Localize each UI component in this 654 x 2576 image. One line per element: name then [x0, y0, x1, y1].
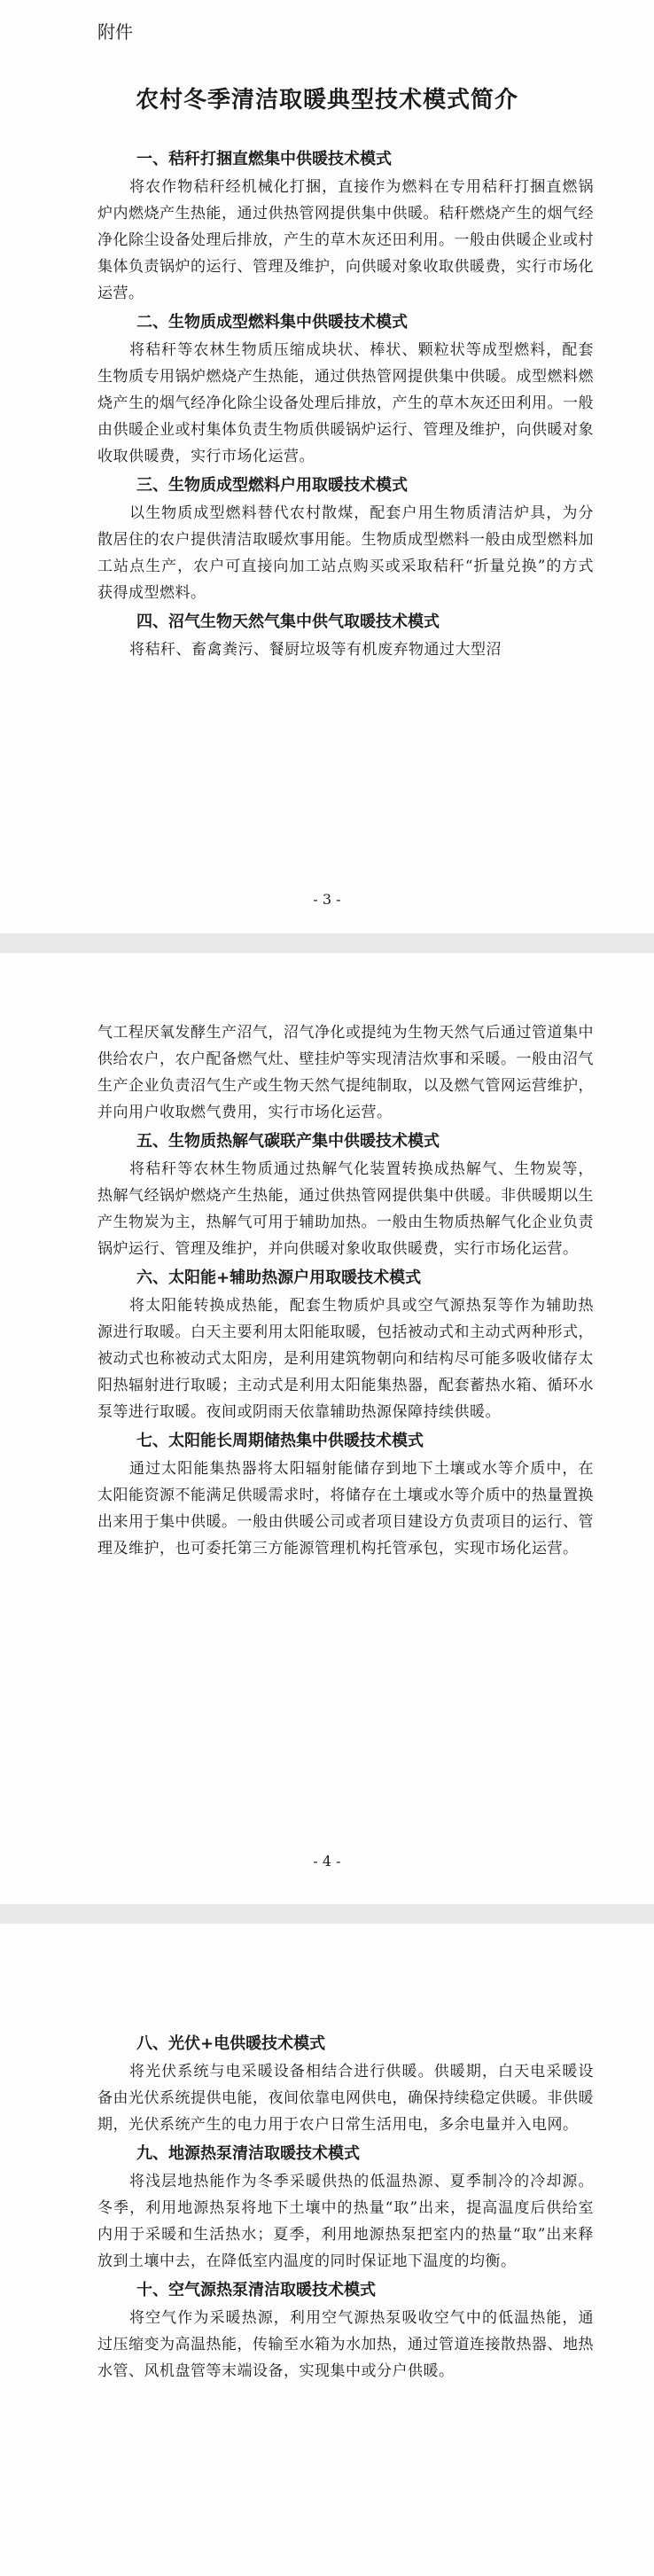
- document-title: 农村冬季清洁取暖典型技术模式简介: [135, 87, 518, 113]
- section-6-text: 将太阳能转换成热能，配套生物质炉具或空气源热泵等作为辅助热源进行取暖。白天主要利用太阳能取暖，包括被动式和主动式两种形式，被动式也称被动式太阳房，是利用建筑物朝向和结构尽可能多吸收储存太阳热辐射进行取暖；主动式是利用太阳能集热器，配套蓄热水箱、循环水泵等进行取暖。夜间或阴雨天依靠辅助热源保障持续供暖。: [97, 1297, 594, 1421]
- attachment-label: 附件: [97, 21, 133, 43]
- section-2-heading: 二、生物质成型燃料集中供暖技术模式: [136, 313, 408, 332]
- section-5-text: 将秸秆等农林生物质通过热解气化装置转换成热解气、生物炭等，热解气经锅炉燃烧产生热能，通过供热管网提供集中供暖。非供暖期以生产生物炭为主，热解气可用于辅助加热。一般由生物质热解气化企业负责锅炉运行、管理及维护，并向供暖对象收取供暖费，实行市场化运营。: [97, 1160, 594, 1258]
- section-10-heading: 十、空气源热泵清洁取暖技术模式: [136, 2281, 376, 2299]
- page-3-body: [97, 144, 594, 663]
- section-4-text-end: 气工程厌氧发酵生产沼气，沼气净化或提纯为生物天然气后通过管道集中供给农户，农户配备燃气灶、壁挂炉等实现清洁炊事和采暖。一般由沼气生产企业负责沼气生产或生物天然气提纯制取，以及燃气管网运营维护，并向用户收取燃气费用，实行市场化运营。: [97, 1024, 594, 1121]
- section-8-text: 将光伏系统与电采暖设备相结合进行供暖。供暖期，白天电采暖设备由光伏系统提供电能，夜间依靠电网供电，确保持续稳定供暖。非供暖期，光伏系统产生的电力用于农户日常生活用电，多余电量并入电网。: [97, 2063, 594, 2134]
- page-number: - 4 -: [313, 1853, 341, 1870]
- page-number: - 3 -: [313, 891, 341, 908]
- section-2-text: 将秸秆等农林生物质压缩成块状、棒状、颗粒状等成型燃料，配套生物质专用锅炉燃烧产生热能，通过供热管网提供集中供暖。成型燃料燃烧产生的烟气经净化除尘设备处理后排放，产生的草木灰还田利用。一般由供暖企业或村集体负责生物质供暖锅炉运行、管理及维护，向供暖对象收取供暖费，实行市场化运营。: [97, 341, 594, 465]
- section-7-heading: 七、太阳能长周期储热集中供暖技术模式: [136, 1432, 424, 1450]
- section-3-heading: 三、生物质成型燃料户用取暖技术模式: [136, 476, 408, 495]
- section-4-text-start: 将秸秆、畜禽粪污、餐厨垃圾等有机废弃物通过大型沼: [129, 641, 502, 659]
- section-5-heading: 五、生物质热解气碳联产集中供暖技术模式: [136, 1132, 440, 1151]
- section-9-heading: 九、地源热泵清洁取暖技术模式: [136, 2144, 360, 2163]
- section-1-text: 将农作物秸秆经机械化打捆，直接作为燃料在专用秸秆打捆直燃锅炉内燃烧产生热能，通过供热管网提供集中供暖。秸秆燃烧产生的烟气经净化除尘设备处理后排放，产生的草木灰还田利用。一般由供暖企业或村集体负责锅炉的运行、管理及维护，向供暖对象收取供暖费，实行市场化运营。: [97, 178, 594, 302]
- page-5-body: [97, 2028, 594, 2385]
- section-1-heading: 一、秸秆打捆直燃集中供暖技术模式: [136, 150, 392, 168]
- section-9-text: 将浅层地热能作为冬季采暖供热的低温热源、夏季制冷的冷却源。冬季，利用地源热泵将地下土壤中的热量“取”出来，提高温度后供给室内用于采暖和生活热水；夏季，利用地源热泵把室内的热量“取”出来释放到土壤中去，在降低室内温度的同时保证地下温度的均衡。: [97, 2173, 594, 2270]
- section-8-heading: 八、光伏+电供暖技术模式: [136, 2034, 326, 2053]
- document-page-4: [0, 953, 654, 1904]
- section-6-heading: 六、太阳能+辅助热源户用取暖技术模式: [136, 1268, 422, 1287]
- section-10-text: 将空气作为采暖热源，利用空气源热泵吸收空气中的低温热能，通过压缩变为高温热能，传输至水箱为水加热，通过管道连接散热器、地热水管、风机盘管等末端设备，实现集中或分户供暖。: [97, 2309, 594, 2380]
- section-3-text: 以生物质成型燃料替代农村散煤，配套户用生物质清洁炉具，为分散居住的农户提供清洁取暖炊事用能。生物质成型燃料一般由成型燃料加工站点生产，农户可直接向加工站点购买或采取秸秆“折量兑换”的方式获得成型燃料。: [97, 504, 594, 602]
- document-page-5: [0, 1924, 654, 2576]
- section-4-heading: 四、沼气生物天然气集中供气取暖技术模式: [136, 613, 440, 631]
- section-7-text: 通过太阳能集热器将太阳辐射能储存到地下土壤或水等介质中，在太阳能资源不能满足供暖需求时，将储存在土壤或水等介质中的热量置换出来用于集中供暖。一般由供暖公司或者项目建设方负责项目的运行、管理及维护，也可委托第三方能源管理机构托管承包，实现市场化运营。: [97, 1460, 594, 1557]
- document-page-3: [0, 0, 654, 933]
- page-4-body: [97, 1019, 594, 1562]
